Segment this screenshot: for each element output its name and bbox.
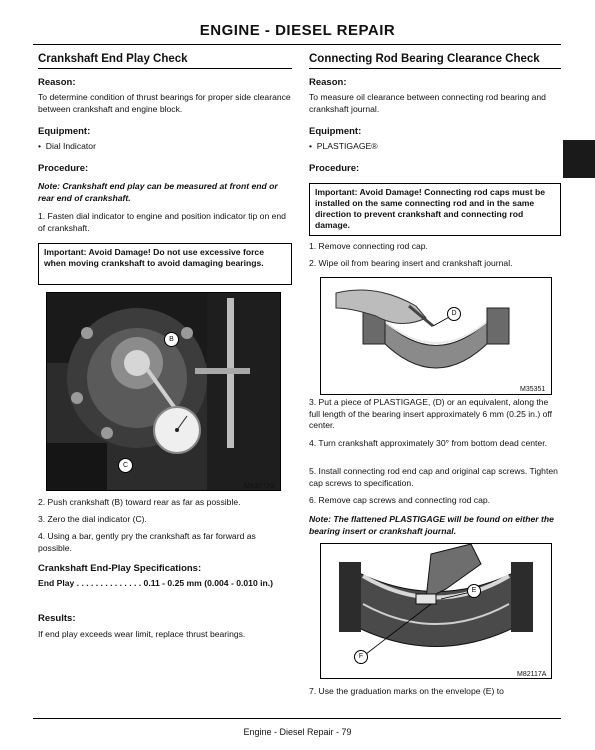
callout-e-label: E bbox=[471, 587, 477, 594]
bearing-insert-figure bbox=[320, 277, 552, 395]
left-results-text: If end play exceeds wear limit, replace thrust bearings. bbox=[38, 629, 246, 639]
left-equipment-item: • Dial Indicator bbox=[38, 141, 96, 151]
right-equipment-item-text: PLASTIGAGE® bbox=[316, 141, 378, 151]
callout-d-label: D bbox=[451, 310, 457, 317]
right-step-5: 5. Install connecting rod end cap and original cap screws. Tighten cap screws to specification. bbox=[309, 466, 558, 488]
crankshaft-dial-illustration bbox=[47, 293, 281, 491]
callout-c bbox=[118, 458, 133, 473]
left-step-1: 1. Fasten dial indicator to engine and position indicator tip on end of crankshaft. bbox=[38, 211, 286, 233]
header-rule bbox=[33, 44, 561, 45]
right-section-title: Connecting Rod Bearing Clearance Check bbox=[309, 53, 540, 65]
right-step-4: 4. Turn crankshaft approximately 30° from bottom dead center. bbox=[309, 438, 547, 448]
right-equipment-heading: Equipment: bbox=[309, 126, 362, 137]
page-title: ENGINE - DIESEL REPAIR bbox=[199, 22, 396, 39]
left-spec-line: End Play . . . . . . . . . . . . . . 0.11 - 0.25 mm (0.004 - 0.010 in.) bbox=[38, 578, 273, 588]
callout-c-label: C bbox=[122, 462, 129, 469]
right-equipment-item: • PLASTIGAGE® bbox=[309, 141, 378, 151]
right-note: Note: The flattened PLASTIGAGE will be found on either the bearing insert or crankshaft journal. bbox=[309, 514, 554, 536]
section-tab bbox=[563, 140, 595, 178]
right-figure-1-id: M35351 bbox=[520, 386, 546, 393]
left-important-box: Important: Avoid Damage! Do not use excessive force when moving crankshaft to avoid damaging bearings. bbox=[38, 243, 292, 285]
page-footer: Engine - Diesel Repair - 79 bbox=[243, 727, 352, 737]
right-procedure-heading: Procedure: bbox=[309, 163, 360, 174]
left-equipment-item-text: Dial Indicator bbox=[45, 141, 96, 151]
footer-rule bbox=[33, 718, 561, 719]
left-spec-heading: Crankshaft End-Play Specifications: bbox=[38, 563, 202, 574]
left-step-3: 3. Zero the dial indicator (C). bbox=[38, 514, 147, 524]
right-reason-text: To measure oil clearance between connecting rod bearing and crankshaft journal. bbox=[309, 92, 546, 114]
crankshaft-dial-figure bbox=[46, 292, 281, 491]
left-equipment-heading: Equipment: bbox=[38, 126, 91, 137]
right-title-rule bbox=[309, 68, 561, 69]
callout-b-label: B bbox=[169, 336, 174, 343]
left-figure-id: MX37720 bbox=[244, 483, 274, 490]
right-step-7: 7. Use the graduation marks on the envelope (E) to bbox=[309, 686, 504, 696]
left-step-2: 2. Push crankshaft (B) toward rear as far as possible. bbox=[38, 497, 241, 507]
left-procedure-heading: Procedure: bbox=[38, 163, 89, 174]
callout-b bbox=[164, 332, 179, 347]
right-step-6: 6. Remove cap screws and connecting rod cap. bbox=[309, 495, 491, 505]
left-section-title: Crankshaft End Play Check bbox=[38, 53, 188, 65]
right-step-3: 3. Put a piece of PLASTIGAGE, (D) or an equivalent, along the full length of the bearing insert approximately 6 mm (0.25 in.) off center. bbox=[309, 397, 552, 430]
right-important-box: Important: Avoid Damage! Connecting rod caps must be installed on the same connecting rod and in the same direction to prevent crankshaft and connecting rod damage. bbox=[309, 183, 561, 236]
right-step-2: 2. Wipe oil from bearing insert and crankshaft journal. bbox=[309, 258, 513, 268]
bearing-insert-illustration bbox=[321, 278, 552, 395]
left-reason-heading: Reason: bbox=[38, 77, 76, 88]
left-step-4: 4. Using a bar, gently pry the crankshaft as far forward as possible. bbox=[38, 531, 256, 553]
callout-f-label: F bbox=[358, 653, 364, 660]
right-reason-heading: Reason: bbox=[309, 77, 347, 88]
left-note: Note: Crankshaft end play can be measured at front end or rear end of crankshaft. bbox=[38, 181, 278, 203]
callout-f bbox=[354, 650, 368, 664]
left-title-rule bbox=[38, 68, 292, 69]
callout-e bbox=[467, 584, 481, 598]
right-step-1: 1. Remove connecting rod cap. bbox=[309, 241, 428, 251]
left-reason-text: To determine condition of thrust bearings for proper side clearance between crankshaft and engine block. bbox=[38, 92, 291, 114]
callout-d bbox=[447, 307, 461, 321]
right-figure-2-id: M82117A bbox=[517, 671, 547, 678]
plastigage-figure bbox=[320, 543, 552, 679]
left-results-heading: Results: bbox=[38, 613, 76, 624]
